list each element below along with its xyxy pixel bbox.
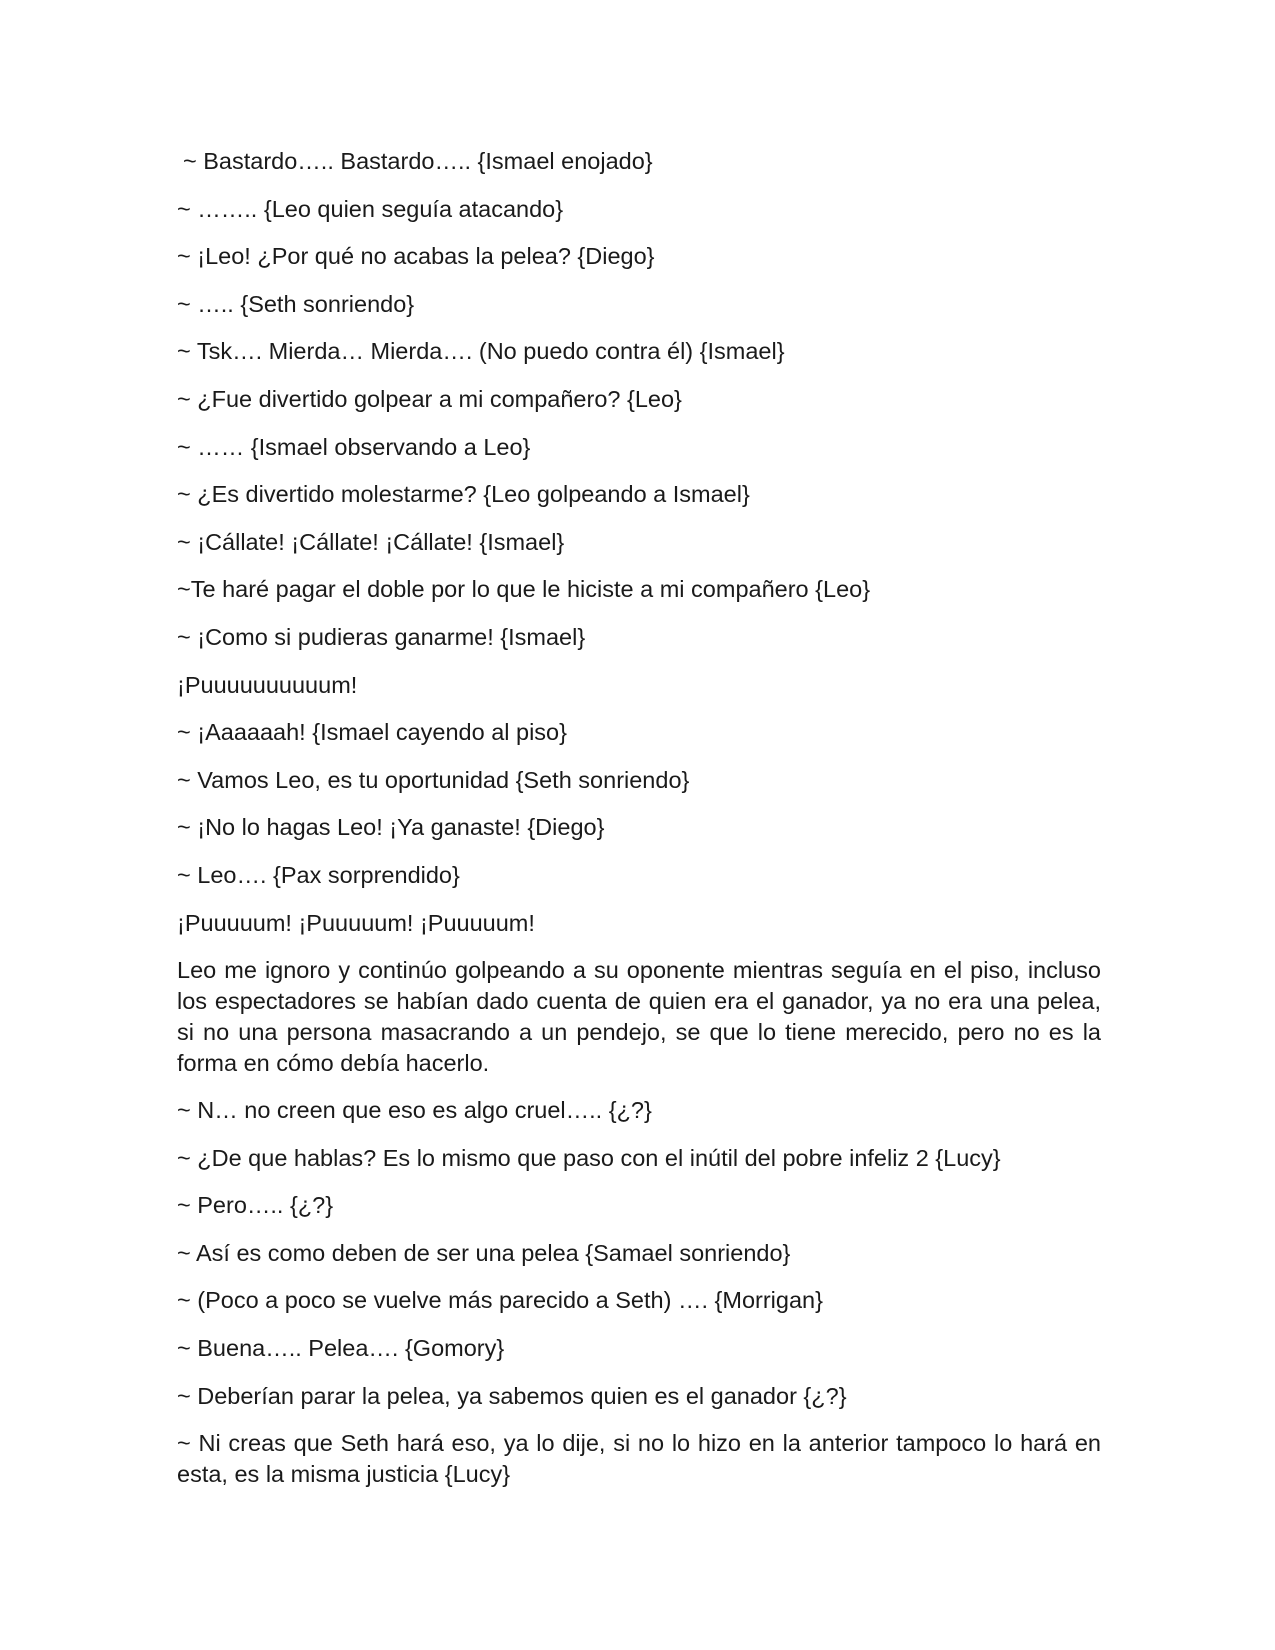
dialogue-line: ~ Bastardo….. Bastardo….. {Ismael enojado} [183, 148, 653, 174]
dialogue-line: ~ Leo…. {Pax sorprendido} [177, 861, 460, 888]
dialogue-line: ~ ¡Leo! ¿Por qué no acabas la pelea? {Diego} [177, 243, 655, 270]
dialogue-line: ~ …….. {Leo quien seguía atacando} [177, 195, 564, 222]
dialogue-line: ~ ¿Fue divertido golpear a mi compañero? {Leo} [177, 385, 682, 412]
dialogue-line: ~ ¡No lo hagas Leo! ¡Ya ganaste! {Diego} [177, 814, 605, 841]
document-body [177, 146, 1101, 1506]
dialogue-line: ~ Deberían parar la pelea, ya sabemos quien es el ganador {¿?} [177, 1382, 847, 1409]
dialogue-line: ~ ….. {Seth sonriendo} [177, 290, 415, 317]
dialogue-line: ~ …… {Ismael observando a Leo} [177, 433, 531, 460]
dialogue-line: ~ N… no creen que eso es algo cruel….. {¿?} [177, 1097, 652, 1124]
dialogue-line: ~Te haré pagar el doble por lo que le hiciste a mi compañero {Leo} [177, 576, 871, 603]
dialogue-line: ~ Buena….. Pelea…. {Gomory} [177, 1335, 505, 1362]
dialogue-line: ~ Tsk…. Mierda… Mierda…. (No puedo contra él) {Ismael} [177, 338, 785, 365]
dialogue-line: ~ ¿De que hablas? Es lo mismo que paso con el inútil del pobre infeliz 2 {Lucy} [177, 1144, 1001, 1171]
dialogue-line: ~ ¡Aaaaaah! {Ismael cayendo al piso} [177, 719, 567, 746]
dialogue-line: ~ Pero….. {¿?} [177, 1192, 334, 1219]
final-dialogue-paragraph: ~ Ni creas que Seth hará eso, ya lo dije, si no lo hizo en la anterior tampoco lo hará en esta, es la misma justicia {Lucy} [177, 1430, 1101, 1488]
sound-effect-line: ¡Puuuuum! ¡Puuuuum! ¡Puuuuum! [177, 909, 535, 936]
sound-effect-line: ¡Puuuuuuuuuum! [177, 671, 358, 698]
dialogue-line: ~ ¡Como si pudieras ganarme! {Ismael} [177, 623, 586, 650]
dialogue-line: ~ (Poco a poco se vuelve más parecido a Seth) …. {Morrigan} [177, 1287, 823, 1314]
narration-paragraph: Leo me ignoro y continúo golpeando a su oponente mientras seguía en el piso, incluso los espectadores se habían dado cuenta de quien era el ganador, ya no era una pelea, si no una persona masacrando a un pendejo, se que lo tiene merecido, pero no es la forma en cómo debía hacerlo. [177, 957, 1101, 1077]
dialogue-line: ~ Así es como deben de ser una pelea {Samael sonriendo} [177, 1239, 791, 1266]
dialogue-line: ~ Vamos Leo, es tu oportunidad {Seth sonriendo} [177, 766, 690, 793]
dialogue-line: ~ ¡Cállate! ¡Cállate! ¡Cállate! {Ismael} [177, 528, 565, 555]
dialogue-line: ~ ¿Es divertido molestarme? {Leo golpeando a Ismael} [177, 481, 750, 508]
